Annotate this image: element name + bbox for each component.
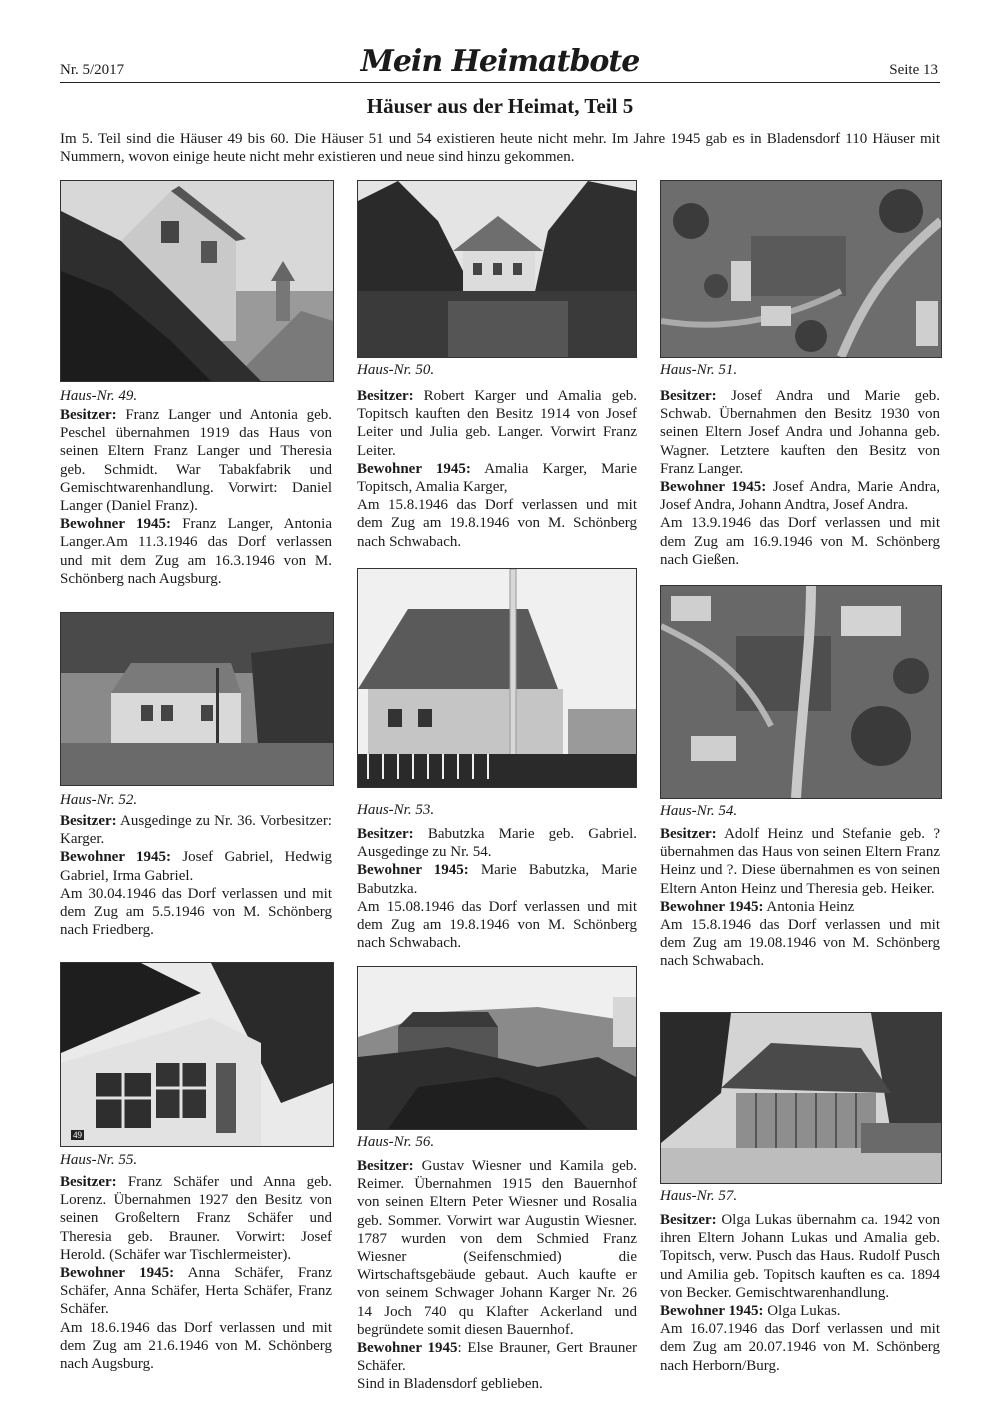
owner-text: Ausgedinge zu Nr. 36. Vorbesitzer: Karger. bbox=[60, 813, 332, 848]
departure-text: Am 15.8.1946 das Dorf verlassen und mit dem Zug am 19.08.1946 von M. Schönberg nach Schwabach. bbox=[660, 917, 940, 970]
residents-text: Franz Langer, Antonia Langer.Am 11.3.1946 das Dorf verlassen und mit dem Zug am 16.3.1946 von M. Schönberg nach Augsburg. bbox=[60, 516, 332, 587]
owner-text: Franz Schäfer und Anna geb. Lorenz. Übernahmen 1927 den Besitz von seinen Großeltern Franz Schäfer und Theresia geb. Brauner. Vorwirt: Josef Herold. (Schäfer war Tischlermeister). bbox=[60, 1174, 333, 1263]
photo-house-57 bbox=[660, 1012, 942, 1184]
photo-house-51-aerial bbox=[660, 180, 942, 358]
owner-text: Josef Andra und Marie geb. Schwab. Übernahmen den Besitz 1930 von seinen Eltern Josef Andra und Johanna geb. Wagner. Letztere kauften den Besitz von Franz Langer. bbox=[660, 388, 940, 477]
entry-house-49 bbox=[60, 406, 332, 588]
residents-text: Olga Lukas. bbox=[767, 1303, 841, 1320]
residents-label: Bewohner 1945: bbox=[660, 479, 767, 496]
article-title: Häuser aus der Heimat, Teil 5 bbox=[366, 94, 634, 118]
page-number: Seite 13 bbox=[889, 62, 938, 78]
residents-label: Bewohner 1945 bbox=[357, 1340, 458, 1357]
photo-house-55 bbox=[60, 962, 334, 1147]
photo-house-53 bbox=[357, 568, 637, 788]
residents-text: Josef Andra, Marie Andra, Josef Andra, Johann Andtra, Josef Andra. bbox=[660, 479, 940, 514]
photo-house-52 bbox=[60, 612, 334, 786]
caption-house-57: Haus-Nr. 57. bbox=[660, 1188, 738, 1204]
residents-label: Bewohner 1945: bbox=[660, 1303, 764, 1320]
residents-label: Bewohner 1945: bbox=[60, 516, 171, 533]
owner-label: Besitzer: bbox=[357, 826, 414, 842]
departure-text: Am 16.07.1946 das Dorf verlassen und mit dem Zug am 20.07.1946 von M. Schönberg nach Herborn/Burg. bbox=[660, 1321, 940, 1374]
caption-house-50: Haus-Nr. 50. bbox=[357, 362, 435, 378]
caption-house-53: Haus-Nr. 53. bbox=[357, 802, 435, 818]
issue-number: Nr. 5/2017 bbox=[60, 62, 125, 78]
residents-text: Marie Babutzka, Marie Babutzka. bbox=[357, 862, 637, 897]
owner-text: Gustav Wiesner und Kamila geb. Reimer. Übernahmen 1915 den Bauernhof von seinen Eltern Peter Wiesner und Rosalia geb. Sommer. Vorwirt war Augustin Wiesner. 1787 wurden von dem Schmied Franz Wiesner (Seifenschmied) die Wirtschaftsgebäude gebaut. Auch kaufte er von seinem Schwager Johann Karger Nr. 26 14 Joch 740 qu Klafter Ackerland und begründete somit diesen Bauernhof. bbox=[357, 1158, 638, 1338]
departure-text: Am 15.8.1946 das Dorf verlassen und mit dem Zug am 19.8.1946 von M. Schönberg nach Schwabach. bbox=[357, 497, 637, 550]
owner-label: Besitzer: bbox=[660, 826, 717, 842]
caption-house-51: Haus-Nr. 51. bbox=[660, 362, 738, 378]
owner-label: Besitzer: bbox=[357, 1158, 414, 1174]
residents-label: Bewohner 1945: bbox=[60, 849, 172, 866]
owner-label: Besitzer: bbox=[660, 388, 717, 404]
departure-text: Am 15.08.1946 das Dorf verlassen und mit dem Zug am 19.8.1946 von M. Schönberg nach Schwabach. bbox=[357, 898, 637, 952]
residents-text: Antonia Heinz bbox=[766, 898, 855, 915]
entry-house-57 bbox=[660, 1211, 940, 1375]
departure-text: Am 30.04.1946 das Dorf verlassen und mit dem Zug am 5.5.1946 von M. Schönberg nach Friedberg. bbox=[60, 885, 332, 939]
owner-text: Franz Langer und Antonia geb. Peschel übernahmen 1919 das Haus von seinen Eltern Franz Langer und Theresia geb. Schmidt. War Tabakfabrik und Gemischtwarenhandlung. Vorwirt: Daniel Langer (Daniel Franz). bbox=[60, 407, 333, 515]
header-rule bbox=[60, 82, 940, 83]
entry-house-51 bbox=[660, 387, 940, 569]
owner-text: Olga Lukas übernahm ca. 1942 von ihren Eltern Johann Lukas und Amalia geb. Topitsch, verw. Pusch das Haus. Rudolf Pusch und Amilia geb. Topitsch kauften es ca. 1894 von Becker. Gemischtwarenhandlung. bbox=[660, 1212, 941, 1301]
owner-text: Adolf Heinz und Stefanie geb. ? übernahmen das Haus von seinen Eltern Franz Heinz und ?. Diese übernahmen es von seinen Eltern Anton Heinz und Theresia geb. Heiker. bbox=[660, 826, 940, 897]
entry-house-50 bbox=[357, 387, 637, 551]
caption-house-49: Haus-Nr. 49. bbox=[60, 388, 138, 404]
remained-text: Sind in Bladensdorf geblieben. bbox=[357, 1376, 543, 1393]
residents-text: : Else Brauner, Gert Brauner Schäfer. bbox=[357, 1340, 637, 1375]
caption-house-54: Haus-Nr. 54. bbox=[660, 803, 738, 819]
photo-house-49 bbox=[60, 180, 334, 382]
entry-house-55 bbox=[60, 1173, 332, 1373]
article-intro: Im 5. Teil sind die Häuser 49 bis 60. Die Häuser 51 und 54 existieren heute nicht mehr. Im Jahre 1945 gab es in Bladensdorf 110 Häuser mit Nummern, wovon einige heute nicht mehr existieren und neue sind hinzu gekommen. bbox=[60, 131, 940, 165]
caption-house-56: Haus-Nr. 56. bbox=[357, 1134, 435, 1150]
owner-text: Babutzka Marie geb. Gabriel. Ausgedinge zu Nr. 54. bbox=[357, 826, 637, 861]
entry-house-54 bbox=[660, 825, 940, 971]
entry-house-53 bbox=[357, 825, 637, 952]
residents-text: Josef Gabriel, Hedwig Gabriel, Irma Gabriel. bbox=[60, 849, 332, 884]
departure-text: Am 13.9.1946 das Dorf verlassen und mit dem Zug am 16.9.1946 von M. Schönberg nach Gießen. bbox=[660, 515, 940, 568]
owner-label: Besitzer: bbox=[357, 388, 414, 404]
caption-house-52: Haus-Nr. 52. bbox=[60, 792, 138, 808]
owner-text: Robert Karger und Amalia geb. Topitsch kauften den Besitz 1914 von Josef Leiter und Julia geb. Langer. Vorwirt Franz Leiter. bbox=[357, 388, 637, 459]
masthead-logo: Mein Heimatbote bbox=[360, 44, 640, 79]
residents-text: Amalia Karger, Marie Topitsch, Amalia Karger, bbox=[357, 460, 637, 496]
photo-mark-49: 49 bbox=[73, 1130, 82, 1140]
entry-house-52 bbox=[60, 812, 332, 939]
owner-label: Besitzer: bbox=[60, 813, 117, 829]
owner-label: Besitzer: bbox=[60, 1174, 117, 1190]
departure-text: Am 18.6.1946 das Dorf verlassen und mit dem Zug am 21.6.1946 von M. Schönberg nach Augsburg. bbox=[60, 1319, 332, 1373]
entry-house-56 bbox=[357, 1157, 637, 1394]
photo-house-54-aerial bbox=[660, 585, 942, 799]
caption-house-55: Haus-Nr. 55. bbox=[60, 1152, 138, 1168]
residents-label: Bewohner 1945: bbox=[60, 1265, 175, 1282]
residents-label: Bewohner 1945: bbox=[357, 460, 471, 477]
photo-house-50 bbox=[357, 180, 637, 358]
residents-label: Bewohner 1945: bbox=[357, 862, 469, 879]
residents-text: Anna Schäfer, Franz Schäfer, Anna Schäfer, Herta Schäfer, Franz Schäfer. bbox=[60, 1265, 332, 1318]
owner-label: Besitzer: bbox=[660, 1212, 717, 1228]
owner-label: Besitzer: bbox=[60, 407, 117, 423]
residents-label: Bewohner 1945: bbox=[660, 898, 764, 915]
photo-house-56 bbox=[357, 966, 637, 1130]
